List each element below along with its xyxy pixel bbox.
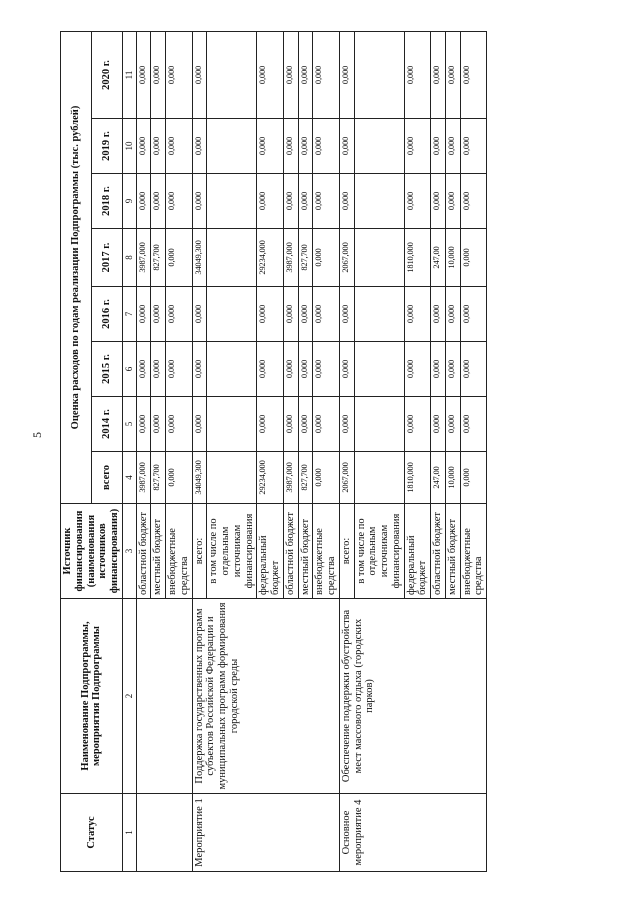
column-number: 7 bbox=[122, 287, 136, 342]
column-number: 4 bbox=[122, 452, 136, 504]
value-cell: 0,000 bbox=[313, 229, 340, 287]
value-cell: 0,000 bbox=[151, 174, 166, 229]
value-cell: 0,000 bbox=[431, 119, 446, 174]
empty-cell bbox=[354, 119, 404, 174]
value-cell: 0,000 bbox=[404, 119, 431, 174]
header-year: 2017 г. bbox=[91, 229, 122, 287]
name-cell: Обеспечение поддержки обустройства мест массового отдыха (городских парков) bbox=[339, 599, 486, 794]
source-cell: федеральный бюджет bbox=[404, 504, 431, 599]
value-cell: 0,000 bbox=[298, 174, 313, 229]
name-cell: Поддержка государственных программ субъектов Российской Федерации и муниципальных программ формирования городской среды bbox=[192, 599, 339, 794]
value-cell: 0,000 bbox=[166, 452, 193, 504]
budget-table bbox=[60, 31, 487, 872]
value-cell: 0,000 bbox=[192, 342, 207, 397]
value-cell: 0,000 bbox=[431, 287, 446, 342]
value-cell: 827,700 bbox=[298, 229, 313, 287]
value-cell: 827,700 bbox=[151, 229, 166, 287]
value-cell: 10,000 bbox=[445, 229, 460, 287]
column-number: 2 bbox=[122, 599, 136, 794]
header-row-1 bbox=[61, 31, 92, 871]
value-cell: 0,000 bbox=[313, 287, 340, 342]
value-cell: 0,000 bbox=[404, 397, 431, 452]
value-cell: 34049,300 bbox=[192, 229, 207, 287]
table-body bbox=[136, 31, 487, 871]
value-cell: 0,000 bbox=[313, 452, 340, 504]
empty-cell bbox=[207, 342, 257, 397]
value-cell: 10,000 bbox=[445, 452, 460, 504]
value-cell: 2067,000 bbox=[339, 452, 354, 504]
value-cell: 0,000 bbox=[339, 31, 354, 118]
empty-cell bbox=[207, 119, 257, 174]
value-cell: 0,000 bbox=[313, 119, 340, 174]
empty-cell bbox=[207, 229, 257, 287]
value-cell: 3987,000 bbox=[136, 452, 151, 504]
value-cell: 0,000 bbox=[283, 174, 298, 229]
value-cell: 0,000 bbox=[136, 119, 151, 174]
header-name: Наименование Подпрограммы, мероприятия Подпрограммы bbox=[61, 599, 123, 794]
header-total: всего bbox=[91, 452, 122, 504]
column-number: 3 bbox=[122, 504, 136, 599]
status-cell bbox=[136, 794, 192, 872]
value-cell: 0,000 bbox=[257, 342, 284, 397]
value-cell: 0,000 bbox=[445, 174, 460, 229]
value-cell: 3987,000 bbox=[283, 452, 298, 504]
value-cell: 0,000 bbox=[136, 397, 151, 452]
source-cell: местный бюджет bbox=[151, 504, 166, 599]
value-cell: 2067,000 bbox=[339, 229, 354, 287]
value-cell: 827,700 bbox=[298, 452, 313, 504]
source-cell: внебюджетные средства bbox=[166, 504, 193, 599]
value-cell: 0,000 bbox=[339, 174, 354, 229]
value-cell: 0,000 bbox=[136, 342, 151, 397]
header-year: 2016 г. bbox=[91, 287, 122, 342]
empty-cell bbox=[354, 452, 404, 504]
column-number: 5 bbox=[122, 397, 136, 452]
value-cell: 0,000 bbox=[460, 452, 487, 504]
value-cell: 0,000 bbox=[192, 31, 207, 118]
empty-cell bbox=[207, 452, 257, 504]
value-cell: 0,000 bbox=[151, 119, 166, 174]
value-cell: 0,000 bbox=[257, 31, 284, 118]
empty-cell bbox=[207, 31, 257, 118]
table-row bbox=[192, 31, 207, 871]
source-cell: внебюджетные средства bbox=[313, 504, 340, 599]
source-including-cell: в том числе по отдельным источникам финансирования bbox=[207, 504, 257, 599]
column-number: 11 bbox=[122, 31, 136, 118]
value-cell: 0,000 bbox=[431, 31, 446, 118]
source-cell: местный бюджет bbox=[445, 504, 460, 599]
value-cell: 0,000 bbox=[460, 342, 487, 397]
column-number: 8 bbox=[122, 229, 136, 287]
value-cell: 0,000 bbox=[166, 229, 193, 287]
value-cell: 0,000 bbox=[298, 287, 313, 342]
value-cell: 0,000 bbox=[151, 342, 166, 397]
value-cell: 0,000 bbox=[460, 119, 487, 174]
value-cell: 0,000 bbox=[339, 342, 354, 397]
source-including-cell: в том числе по отдельным источникам финансирования bbox=[354, 504, 404, 599]
value-cell: 0,000 bbox=[460, 174, 487, 229]
value-cell: 0,000 bbox=[192, 397, 207, 452]
value-cell: 0,000 bbox=[404, 174, 431, 229]
value-cell: 1810,000 bbox=[404, 452, 431, 504]
value-cell: 0,000 bbox=[257, 119, 284, 174]
header-year: 2014 г. bbox=[91, 397, 122, 452]
column-number: 9 bbox=[122, 174, 136, 229]
header-year: 2020 г. bbox=[91, 31, 122, 118]
value-cell: 0,000 bbox=[313, 342, 340, 397]
value-cell: 0,000 bbox=[445, 287, 460, 342]
empty-cell bbox=[354, 397, 404, 452]
value-cell: 0,000 bbox=[283, 287, 298, 342]
value-cell: 0,000 bbox=[166, 174, 193, 229]
value-cell: 0,000 bbox=[313, 174, 340, 229]
header-estimate: Оценка расходов по годам реализации Подпрограммы (тыс. рублей) bbox=[61, 31, 92, 503]
value-cell: 0,000 bbox=[445, 119, 460, 174]
column-number-row bbox=[122, 31, 136, 871]
source-cell: местный бюджет bbox=[298, 504, 313, 599]
value-cell: 0,000 bbox=[460, 229, 487, 287]
value-cell: 0,000 bbox=[257, 174, 284, 229]
source-cell: федеральный бюджет bbox=[257, 504, 284, 599]
source-cell: областной бюджет bbox=[431, 504, 446, 599]
value-cell: 827,700 bbox=[151, 452, 166, 504]
value-cell: 0,000 bbox=[151, 287, 166, 342]
value-cell: 0,000 bbox=[313, 31, 340, 118]
rotated-page bbox=[60, 32, 580, 872]
source-cell: внебюджетные средства bbox=[460, 504, 487, 599]
name-cell bbox=[136, 599, 192, 794]
page-number: 5 bbox=[30, 432, 44, 438]
value-cell: 0,000 bbox=[404, 31, 431, 118]
value-cell: 0,000 bbox=[283, 397, 298, 452]
value-cell: 0,000 bbox=[298, 397, 313, 452]
column-number: 6 bbox=[122, 342, 136, 397]
value-cell: 3987,000 bbox=[283, 229, 298, 287]
value-cell: 0,000 bbox=[257, 287, 284, 342]
value-cell: 0,000 bbox=[283, 31, 298, 118]
value-cell: 0,000 bbox=[460, 31, 487, 118]
column-number: 10 bbox=[122, 119, 136, 174]
value-cell: 0,000 bbox=[283, 119, 298, 174]
empty-cell bbox=[354, 287, 404, 342]
table-row bbox=[136, 31, 151, 871]
value-cell: 0,000 bbox=[298, 342, 313, 397]
table-row bbox=[339, 31, 354, 871]
status-cell: Основное мероприятие 4 bbox=[339, 794, 486, 872]
value-cell: 0,000 bbox=[257, 397, 284, 452]
value-cell: 0,000 bbox=[431, 174, 446, 229]
value-cell: 0,000 bbox=[445, 342, 460, 397]
header-year: 2015 г. bbox=[91, 342, 122, 397]
value-cell: 0,000 bbox=[298, 31, 313, 118]
value-cell: 0,000 bbox=[151, 397, 166, 452]
empty-cell bbox=[207, 397, 257, 452]
value-cell: 0,000 bbox=[166, 342, 193, 397]
empty-cell bbox=[207, 287, 257, 342]
value-cell: 29234,000 bbox=[257, 452, 284, 504]
value-cell: 0,000 bbox=[192, 287, 207, 342]
source-cell: областной бюджет bbox=[136, 504, 151, 599]
value-cell: 0,000 bbox=[339, 287, 354, 342]
value-cell: 0,000 bbox=[298, 119, 313, 174]
value-cell: 247,00 bbox=[431, 229, 446, 287]
value-cell: 0,000 bbox=[192, 174, 207, 229]
empty-cell bbox=[354, 342, 404, 397]
header-year: 2018 г. bbox=[91, 174, 122, 229]
value-cell: 0,000 bbox=[431, 342, 446, 397]
value-cell: 0,000 bbox=[404, 287, 431, 342]
value-cell: 0,000 bbox=[166, 287, 193, 342]
column-number: 1 bbox=[122, 794, 136, 872]
value-cell: 34049,300 bbox=[192, 452, 207, 504]
source-total-cell: всего: bbox=[192, 504, 207, 599]
empty-cell bbox=[207, 174, 257, 229]
value-cell: 0,000 bbox=[136, 287, 151, 342]
value-cell: 0,000 bbox=[445, 31, 460, 118]
value-cell: 0,000 bbox=[431, 397, 446, 452]
header-source: Источник финансирования (наименования источников финансирования) bbox=[61, 504, 123, 599]
value-cell: 0,000 bbox=[339, 119, 354, 174]
value-cell: 0,000 bbox=[151, 31, 166, 118]
value-cell: 3987,000 bbox=[136, 229, 151, 287]
source-cell: областной бюджет bbox=[283, 504, 298, 599]
value-cell: 247,00 bbox=[431, 452, 446, 504]
status-cell: Мероприятие 1 bbox=[192, 794, 339, 872]
value-cell: 0,000 bbox=[283, 342, 298, 397]
empty-cell bbox=[354, 229, 404, 287]
value-cell: 29234,000 bbox=[257, 229, 284, 287]
value-cell: 0,000 bbox=[136, 31, 151, 118]
header-status: Статус bbox=[61, 794, 123, 872]
value-cell: 0,000 bbox=[460, 287, 487, 342]
header-year: 2019 г. bbox=[91, 119, 122, 174]
value-cell: 0,000 bbox=[339, 397, 354, 452]
empty-cell bbox=[354, 174, 404, 229]
value-cell: 0,000 bbox=[313, 397, 340, 452]
value-cell: 0,000 bbox=[460, 397, 487, 452]
value-cell: 0,000 bbox=[136, 174, 151, 229]
source-total-cell: всего: bbox=[339, 504, 354, 599]
empty-cell bbox=[354, 31, 404, 118]
value-cell: 0,000 bbox=[445, 397, 460, 452]
value-cell: 0,000 bbox=[166, 31, 193, 118]
value-cell: 0,000 bbox=[166, 119, 193, 174]
value-cell: 1810,000 bbox=[404, 229, 431, 287]
value-cell: 0,000 bbox=[166, 397, 193, 452]
value-cell: 0,000 bbox=[404, 342, 431, 397]
value-cell: 0,000 bbox=[192, 119, 207, 174]
